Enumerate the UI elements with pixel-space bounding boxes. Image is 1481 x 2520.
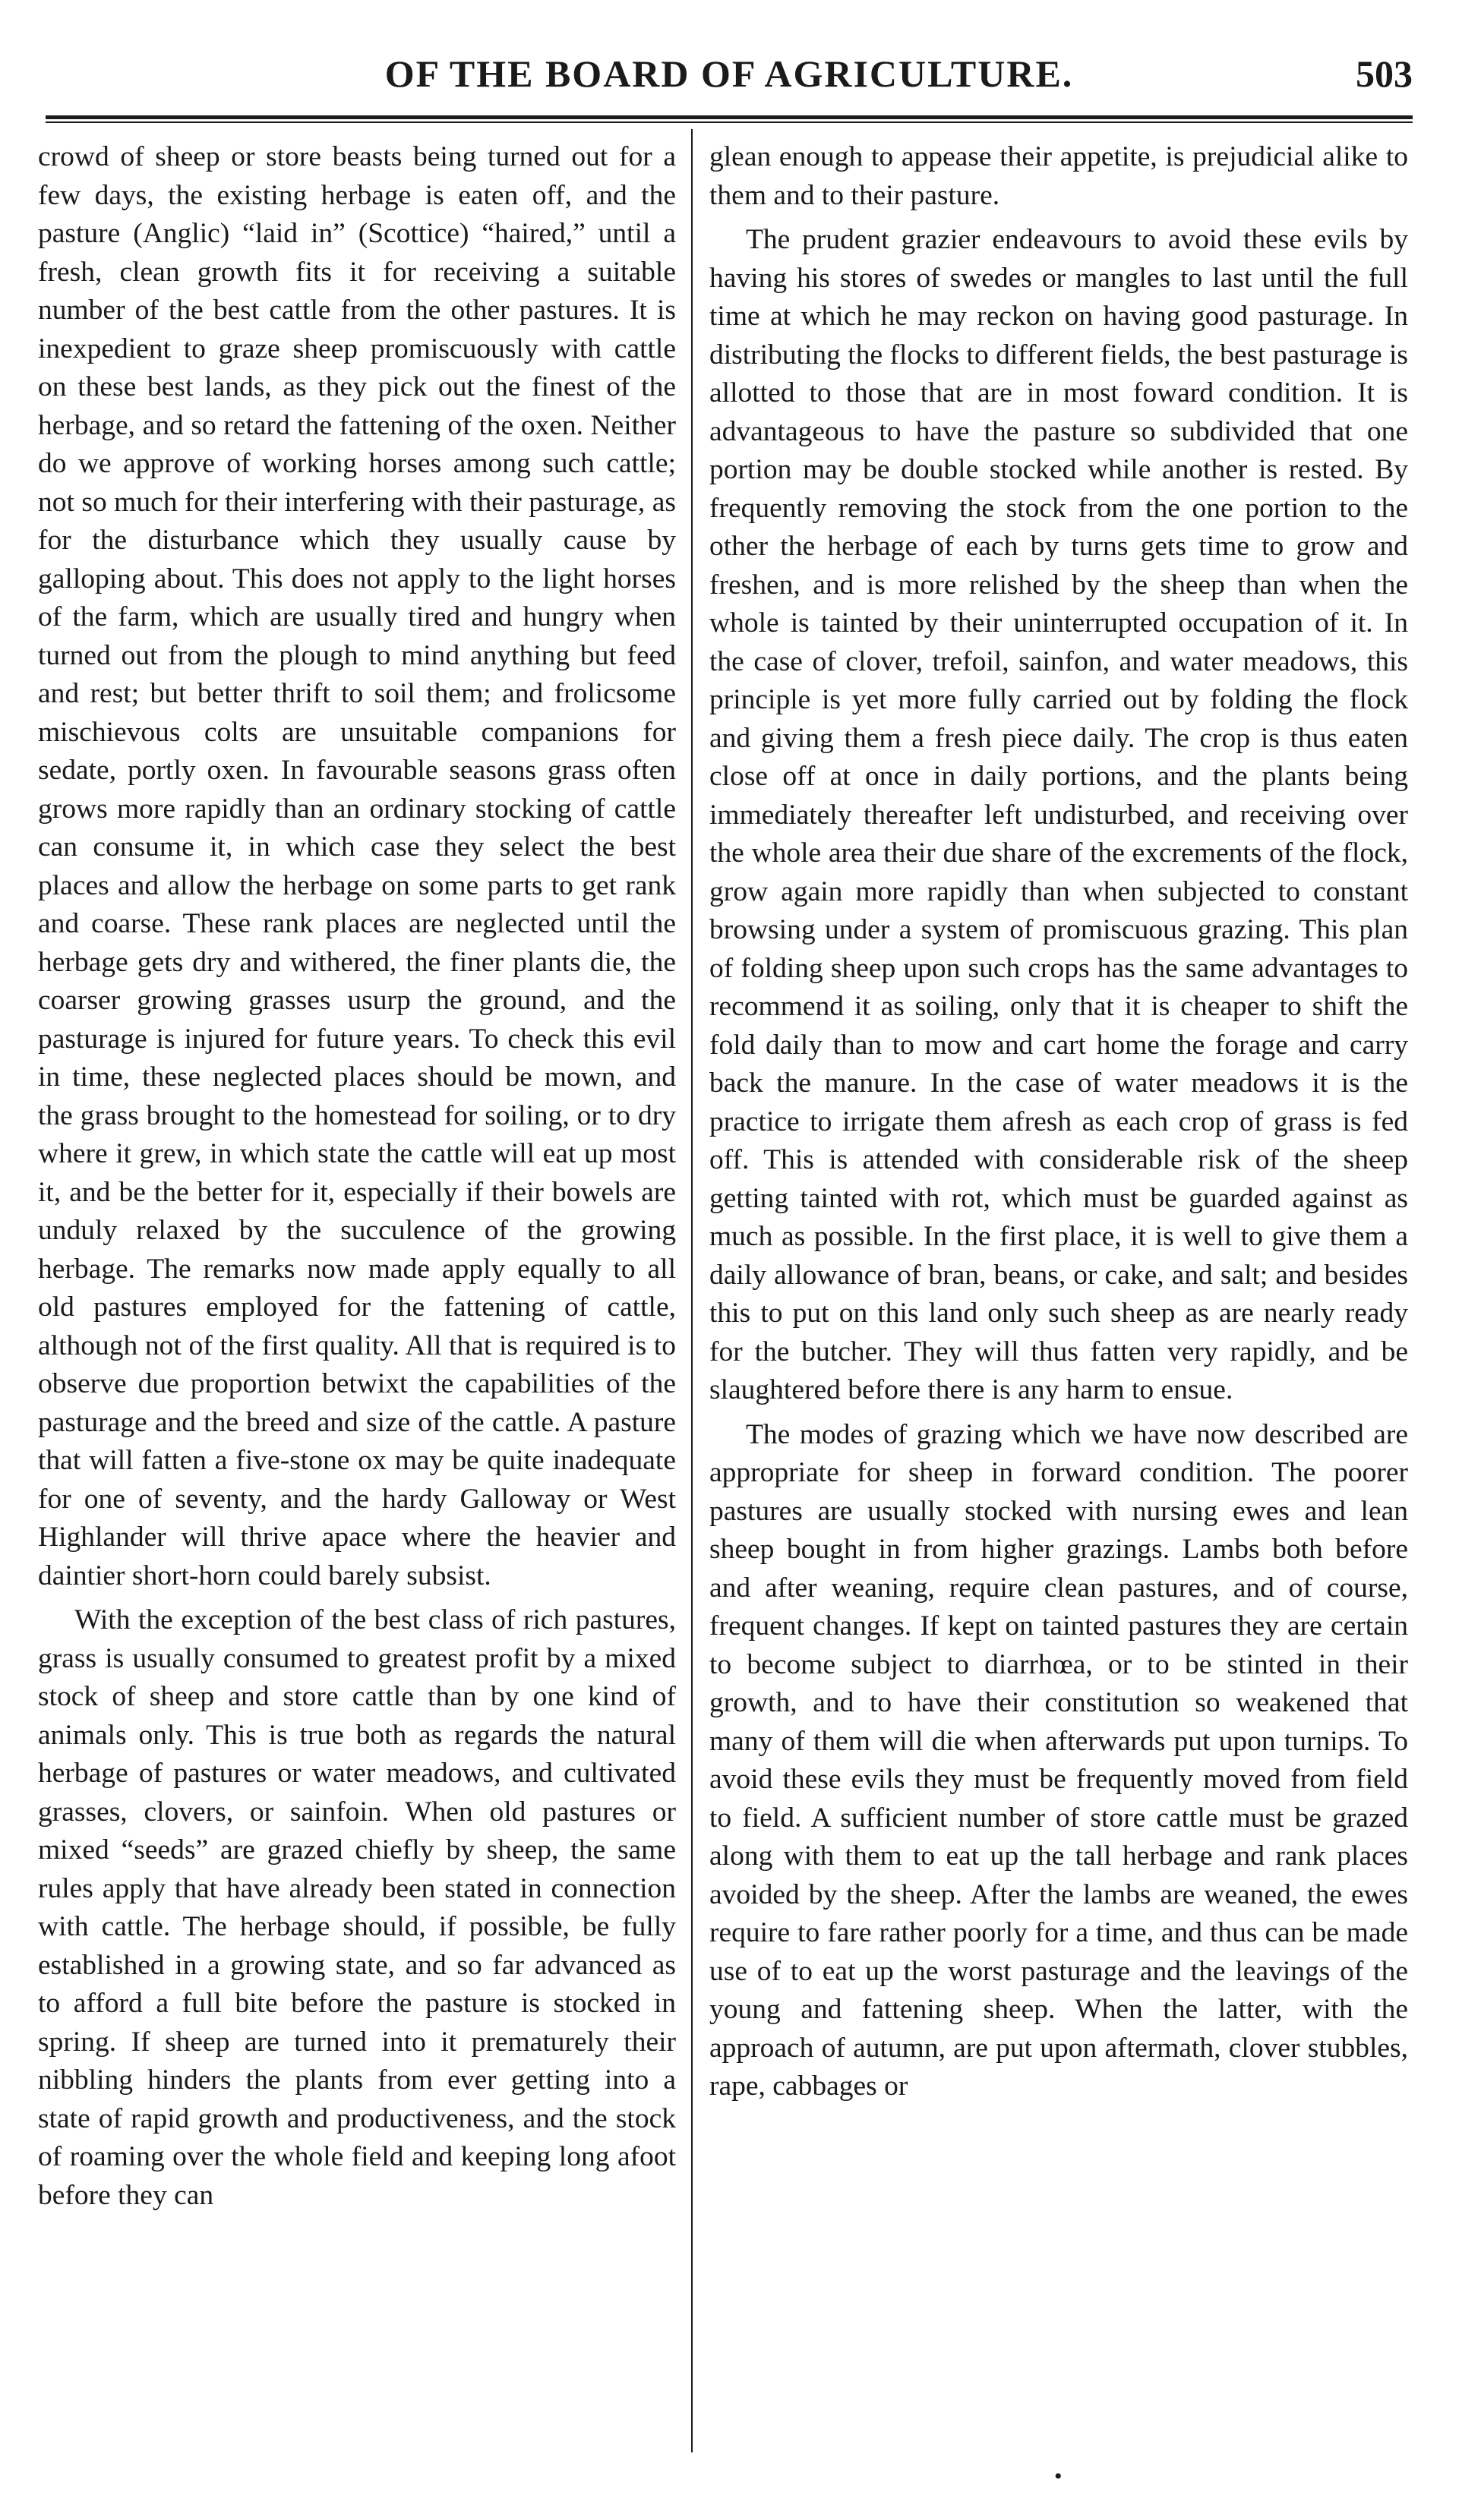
right-column	[709, 138, 1408, 2106]
left-column	[38, 138, 676, 2215]
left-paragraph-1: crowd of sheep or store beasts being turned out for a few days, the existing herbage is eaten off, and the pasture (Anglic) “laid in” (Scottice) “haired,” until a fresh, clean growth fits it for receiving a suitable number of the best cattle from the other pastures. It is inexpedient to graze sheep promiscuously with cattle on these best lands, as they pick out the finest of the herbage, and so retard the fattening of the oxen. Neither do we approve of working horses among such cattle; not so much for their interfering with their pasturage, as for the disturbance which they usually cause by galloping about. This does not apply to the light horses of the farm, which are usually tired and hungry when turned out from the plough to mind anything but feed and rest; but better thrift to soil them; and frolicsome mischievous colts are unsuitable companions for sedate, portly oxen. In favourable seasons grass often grows more rapidly than an ordinary stocking of cattle can consume it, in which case they select the best places and allow the herbage on some parts to get rank and coarse. These rank places are neglected until the herbage gets dry and withered, the finer plants die, the coarser growing grasses usurp the ground, and the pasturage is injured for future years. To check this evil in time, these neglected places should be mown, and the grass brought to the homestead for soiling, or to dry where it grew, in which state the cattle will eat up most it, and be the better for it, especially if their bowels are unduly relaxed by the succulence of the growing herbage. The remarks now made apply equally to all old pastures employed for the fattening of cattle, although not of the first quality. All that is required is to observe due proportion betwixt the capabilities of the pasturage and the breed and size of the cattle. A pasture that will fatten a five-stone ox may be quite inadequate for one of seventy, and the hardy Galloway or West Highlander will thrive apace where the heavier and daintier short-horn could barely subsist.	[38, 141, 676, 1591]
header-rule	[46, 115, 1413, 119]
running-head	[46, 47, 1413, 100]
column-divider	[691, 129, 693, 2452]
right-paragraph-1: glean enough to appease their appetite, is prejudicial alike to them and to their pasture.	[709, 141, 1408, 211]
left-paragraph-2: With the exception of the best class of rich pastures, grass is usually consumed to greatest profit by a mixed stock of sheep and store cattle than by one kind of animals only. This is true both as regards the natural herbage of pastures or water meadows, and cultivated grasses, clovers, or sainfoin. When old pastures or mixed “seeds” are grazed chiefly by sheep, the same rules apply that have already been stated in connection with cattle. The herbage should, if possible, be fully established in a growing state, and so far advanced as to afford a full bite before the pasture is stocked in spring. If sheep are turned into it prematurely their nibbling hinders the plants from ever getting into a state of rapid growth and productiveness, and the stock of roaming over the whole field and keeping long afoot before they can	[38, 1604, 676, 2211]
right-paragraph-2: The prudent grazier endeavours to avoid these evils by having his stores of swedes or mangles to last until the full time at which he may reckon on having good pasturage. In distributing the flocks to different fields, the best pasturage is allotted to those that are in most foward condition. It is advantageous to have the pasture so subdivided that one portion may be double stocked while another is rested. By frequently removing the stock from the one portion to the other the herbage of each by turns gets time to grow and freshen, and is more relished by the sheep than when the whole is tainted by their uninterrupted occupation of it. In the case of clover, trefoil, sainfon, and water meadows, this principle is yet more fully carried out by folding the flock and giving them a fresh piece daily. The crop is thus eaten close off at once in daily portions, and the plants being immediately thereafter left undisturbed, and receiving over the whole area their due share of the excrements of the flock, grow again more rapidly than when subjected to constant browsing under a system of promiscuous grazing. This plan of folding sheep upon such crops has the same advantages to recommend it as soiling, only that it is cheaper to shift the fold daily than to mow and cart home the forage and carry back the manure. In the case of water meadows it is the practice to irrigate them afresh as each crop of grass is fed off. This is attended with considerable risk of the sheep getting tainted with rot, which must be guarded against as much as possible. In the first place, it is well to give them a daily allowance of bran, beans, or cake, and salt; and besides this to put on this land only such sheep as are nearly ready for the butcher. They will thus fatten very rapidly, and be slaughtered before there is any harm to ensue.	[709, 224, 1408, 1405]
footer-mark: •	[1054, 2464, 1063, 2489]
header-rule-thin	[46, 121, 1413, 123]
running-title: OF THE BOARD OF AGRICULTURE.	[384, 52, 1074, 95]
right-paragraph-3: The modes of grazing which we have now described are appropriate for sheep in forward condition. The poorer pastures are usually stocked with nursing ewes and lean sheep bought in from higher grazings. Lambs both before and after weaning, require clean pastures, and of course, frequent changes. If kept on tainted pastures they are certain to become subject to diarrhœa, or to be stinted in their growth, and to have their constitution so weakened that many of them will die when afterwards put upon turnips. To avoid these evils they must be frequently moved from field to field. A sufficient number of store cattle must be grazed along with them to eat up the tall herbage and rank places avoided by the sheep. After the lambs are weaned, the ewes require to fare rather poorly for a time, and thus can be made use of to eat up the worst pasturage and the leavings of the young and fattening sheep. When the latter, with the approach of autumn, are put upon aftermath, clover stubbles, rape, cabbages or	[709, 1418, 1408, 2102]
page-number: 503	[1356, 52, 1413, 95]
